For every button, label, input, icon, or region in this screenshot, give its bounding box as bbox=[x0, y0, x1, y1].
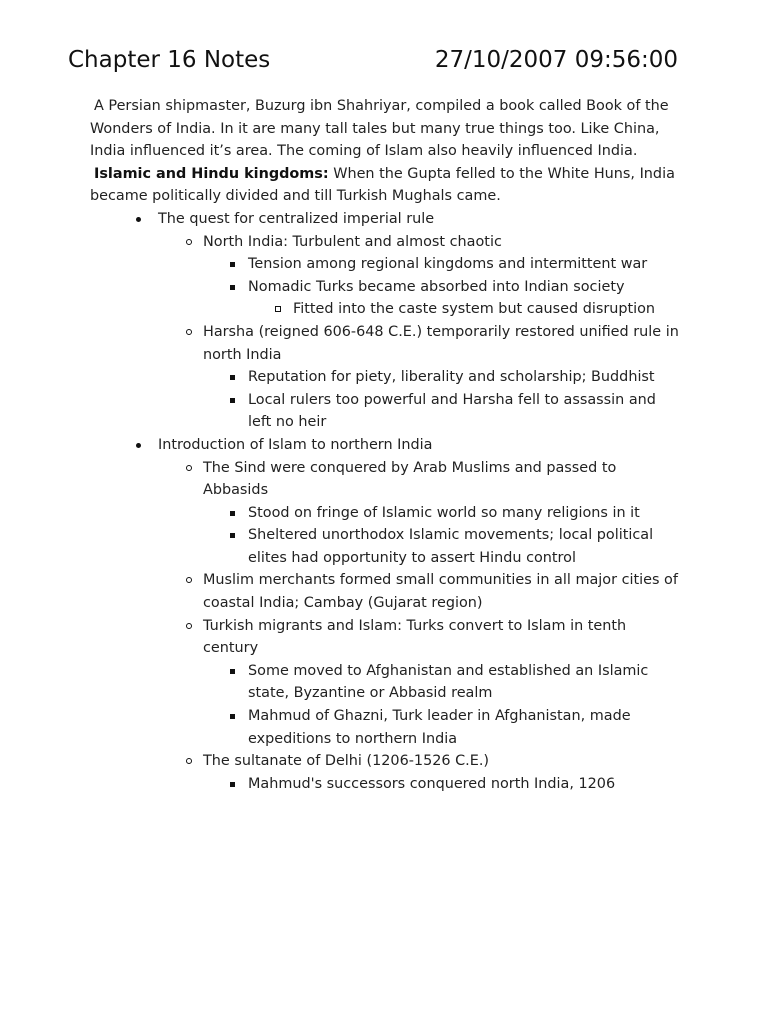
list-item-text: Muslim merchants formed small communities in all major cities of coastal India; Cambay (Gujarat region) bbox=[203, 569, 682, 614]
list-item-text: Tension among regional kingdoms and intermittent war bbox=[248, 253, 682, 276]
page-title: Chapter 16 Notes bbox=[68, 47, 271, 73]
list-item-text: Mahmud's successors conquered north India, 1206 bbox=[248, 773, 682, 796]
list-item bbox=[158, 615, 682, 751]
list-item-text: Harsha (reigned 606-648 C.E.) temporarily restored unified rule in north India bbox=[203, 321, 682, 366]
list-item bbox=[158, 231, 682, 321]
list-item-text: Turkish migrants and Islam: Turks convert to Islam in tenth century bbox=[203, 615, 682, 660]
list-item-text: Some moved to Afghanistan and established an Islamic state, Byzantine or Abbasid realm bbox=[248, 660, 682, 705]
list-item-text: The Sind were conquered by Arab Muslims and passed to Abbasids bbox=[203, 457, 682, 502]
list-item-text: Local rulers too powerful and Harsha fell to assassin and left no heir bbox=[248, 389, 682, 434]
notes-body bbox=[90, 95, 682, 795]
list-item-text: Introduction of Islam to northern India bbox=[158, 434, 682, 457]
list-item bbox=[158, 750, 682, 795]
list-item bbox=[203, 660, 682, 705]
kingdoms-heading: Islamic and Hindu kingdoms: bbox=[94, 165, 329, 182]
list-item bbox=[203, 773, 682, 796]
list-item bbox=[90, 208, 682, 434]
list-item bbox=[158, 321, 682, 434]
list-item-text: North India: Turbulent and almost chaotic bbox=[203, 231, 682, 254]
list-item bbox=[203, 502, 682, 525]
kingdoms-paragraph bbox=[90, 163, 682, 208]
list-item bbox=[203, 276, 682, 321]
list-item-text: The sultanate of Delhi (1206-1526 C.E.) bbox=[203, 750, 682, 773]
list-item bbox=[158, 569, 682, 614]
list-item bbox=[90, 434, 682, 796]
list-item bbox=[158, 457, 682, 570]
list-item bbox=[203, 389, 682, 434]
list-item bbox=[248, 298, 682, 321]
list-item-text: The quest for centralized imperial rule bbox=[158, 208, 682, 231]
list-item-text: Nomadic Turks became absorbed into Indian society bbox=[248, 276, 682, 299]
list-item bbox=[203, 705, 682, 750]
list-item-text: Fitted into the caste system but caused disruption bbox=[293, 298, 682, 321]
kingdoms-text: When the Gupta felled to the White Huns, India became politically divided and till Turkish Mughals came. bbox=[90, 165, 675, 205]
list-item-text: Reputation for piety, liberality and scholarship; Buddhist bbox=[248, 366, 682, 389]
list-item bbox=[203, 366, 682, 389]
intro-paragraph: A Persian shipmaster, Buzurg ibn Shahriyar, compiled a book called Book of the Wonders of India. In it are many tall tales but many true things too. Like China, India influenced it’s area. The coming of Islam also heavily influenced India. bbox=[90, 98, 669, 160]
list-item bbox=[203, 524, 682, 569]
list-item-text: Sheltered unorthodox Islamic movements; local political elites had opportunity to assert Hindu control bbox=[248, 524, 682, 569]
timestamp: 27/10/2007 09:56:00 bbox=[434, 47, 678, 73]
list-item-text: Stood on fringe of Islamic world so many religions in it bbox=[248, 502, 682, 525]
list-item bbox=[203, 253, 682, 276]
list-item-text: Mahmud of Ghazni, Turk leader in Afghanistan, made expeditions to northern India bbox=[248, 705, 682, 750]
outline-list bbox=[90, 208, 682, 795]
